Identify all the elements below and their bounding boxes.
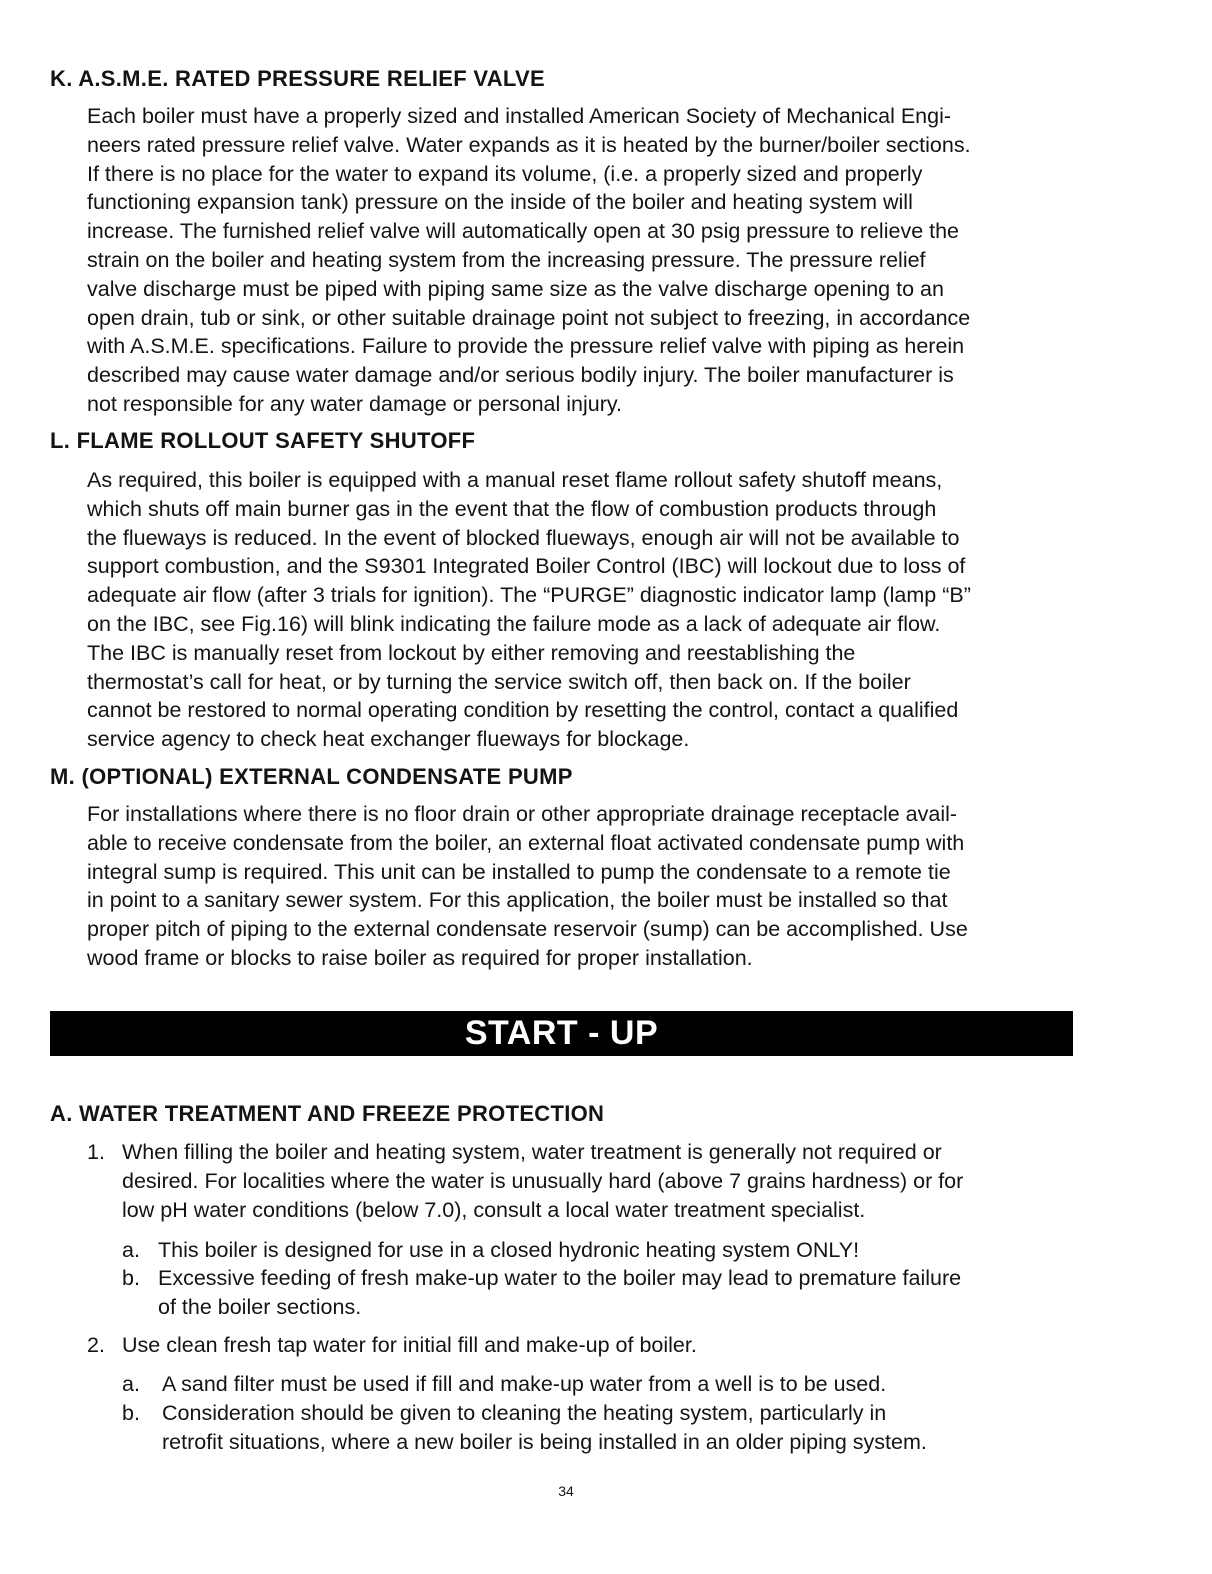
- body-line: able to receive condensate from the boiler, an external float activated condensate pump with: [87, 830, 965, 855]
- item-1a-letter: a.: [122, 1238, 140, 1262]
- body-line: Use clean fresh tap water for initial fill and make-up of boiler.: [122, 1333, 697, 1357]
- body-line: If there is no place for the water to expand its volume, (i.e. a properly sized and properly: [87, 161, 923, 186]
- body-line: desired. For localities where the water is unusually hard (above 7 grains hardness) or for: [122, 1168, 964, 1193]
- body-line: Excessive feeding of fresh make-up water to the boiler may lead to premature failure: [158, 1266, 962, 1290]
- item-2-text: [122, 1331, 697, 1360]
- body-line: retrofit situations, where a new boiler is being installed in an older piping system.: [162, 1429, 927, 1454]
- body-line: in point to a sanitary sewer system. For this application, the boiler must be installed so that: [87, 888, 948, 913]
- body-line: thermostat’s call for heat, or by turning the service switch off, then back on. If the boiler: [87, 669, 911, 694]
- body-line: When filling the boiler and heating system, water treatment is generally not required or: [122, 1140, 942, 1164]
- item-2a-letter: a.: [122, 1372, 140, 1396]
- item-2a-text: [162, 1370, 886, 1399]
- body-line: Consideration should be given to cleaning the heating system, particularly in: [162, 1401, 887, 1425]
- body-line: The IBC is manually reset from lockout by either removing and reestablishing the: [87, 640, 856, 665]
- body-line: For installations where there is no floor drain or other appropriate drainage receptacle avail-: [87, 802, 958, 826]
- item-1-text: [122, 1138, 963, 1224]
- body-line: not responsible for any water damage or personal injury.: [87, 391, 623, 416]
- section-m-heading: M. (OPTIONAL) EXTERNAL CONDENSATE PUMP: [50, 764, 573, 789]
- section-m-body: [87, 800, 968, 973]
- body-line: proper pitch of piping to the external condensate reservoir (sump) can be accomplished. Use: [87, 917, 968, 942]
- item-2b-letter: b.: [122, 1401, 140, 1425]
- body-line: wood frame or blocks to raise boiler as required for proper installation.: [87, 945, 753, 970]
- body-line: Each boiler must have a properly sized and installed American Society of Mechanical Engi-: [87, 104, 952, 128]
- item-2b-text: [162, 1399, 927, 1457]
- item-1b-letter: b.: [122, 1266, 140, 1290]
- section-k-heading: K. A.S.M.E. RATED PRESSURE RELIEF VALVE: [50, 66, 545, 91]
- item-2-number: 2.: [87, 1333, 105, 1357]
- section-k-body: [87, 102, 971, 419]
- body-line: integral sump is required. This unit can be installed to pump the condensate to a remote tie: [87, 859, 951, 884]
- body-line: cannot be restored to normal operating condition by resetting the control, contact a qualified: [87, 698, 959, 723]
- body-line: A sand filter must be used if fill and make-up water from a well is to be used.: [162, 1372, 887, 1396]
- body-line: low pH water conditions (below 7.0), consult a local water treatment specialist.: [122, 1197, 866, 1222]
- body-line: As required, this boiler is equipped with a manual reset flame rollout safety shutoff means,: [87, 468, 943, 492]
- start-up-banner: START - UP: [50, 1011, 1073, 1056]
- body-line: of the boiler sections.: [158, 1294, 362, 1319]
- body-line: valve discharge must be piped with piping same size as the valve discharge opening to an: [87, 276, 944, 301]
- body-line: open drain, tub or sink, or other suitable drainage point not subject to freezing, in accordance: [87, 305, 971, 330]
- body-line: with A.S.M.E. specifications. Failure to provide the pressure relief valve with piping as herein: [87, 334, 965, 359]
- body-line: service agency to check heat exchanger flueways for blockage.: [87, 727, 690, 752]
- body-line: the flueways is reduced. In the event of blocked flueways, enough air will not be available to: [87, 525, 960, 550]
- body-line: strain on the boiler and heating system from the increasing pressure. The pressure relief: [87, 247, 926, 272]
- body-line: functioning expansion tank) pressure on the inside of the boiler and heating system will: [87, 190, 913, 215]
- body-line: adequate air flow (after 3 trials for ignition). The “PURGE” diagnostic indicator lamp (lamp “B”: [87, 583, 971, 608]
- item-1a-text: [158, 1236, 859, 1265]
- body-line: neers rated pressure relief valve. Water expands as it is heated by the burner/boiler sections.: [87, 132, 971, 157]
- body-line: increase. The furnished relief valve will automatically open at 30 psig pressure to relieve the: [87, 219, 960, 244]
- body-line: support combustion, and the S9301 Integrated Boiler Control (IBC) will lockout due to loss of: [87, 554, 966, 579]
- page-number: 34: [558, 1483, 574, 1499]
- section-l-body: [87, 466, 971, 754]
- body-line: which shuts off main burner gas in the event that the flow of combustion products through: [87, 496, 937, 521]
- body-line: on the IBC, see Fig.16) will blink indicating the failure mode as a lack of adequate air flow.: [87, 611, 941, 636]
- item-1-number: 1.: [87, 1140, 105, 1164]
- section-l-heading: L. FLAME ROLLOUT SAFETY SHUTOFF: [50, 428, 476, 453]
- startup-a-heading: A. WATER TREATMENT AND FREEZE PROTECTION: [50, 1101, 605, 1126]
- body-line: described may cause water damage and/or serious bodily injury. The boiler manufacturer is: [87, 363, 954, 388]
- item-1b-text: [158, 1264, 961, 1322]
- body-line: This boiler is designed for use in a closed hydronic heating system ONLY!: [158, 1238, 860, 1262]
